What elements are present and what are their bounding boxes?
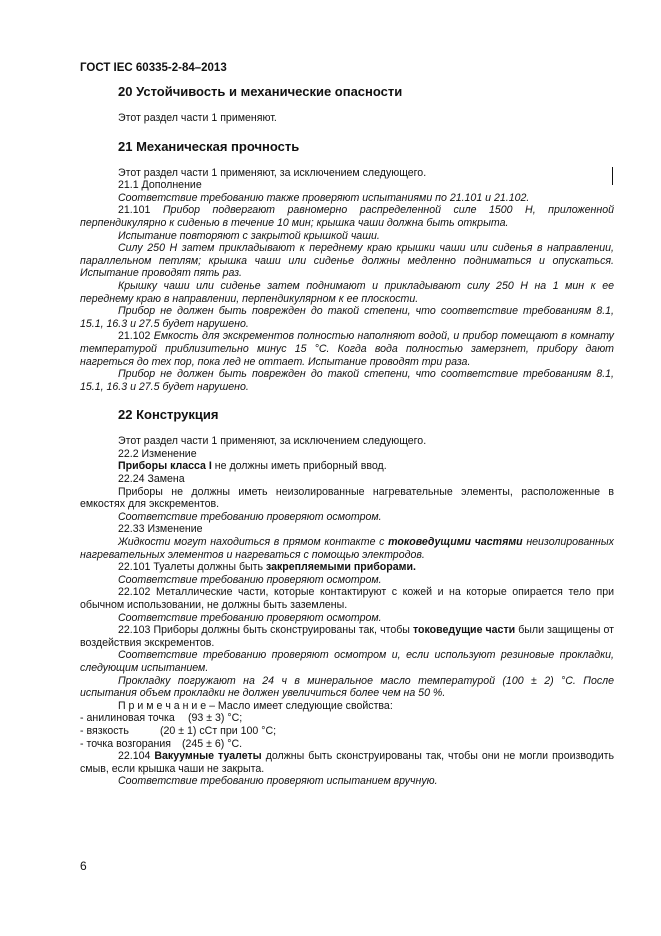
- property-name: - вязкость: [80, 724, 129, 737]
- document-body: [80, 84, 614, 788]
- property-name: - точка возгорания: [80, 737, 172, 750]
- s22-paragraph: [80, 536, 614, 561]
- section-22-title: 22 Конструкция: [118, 407, 219, 423]
- s21-paragraph: Прибор не должен быть поврежден до такой степени, что соответствие требованиям 8.1, 15.1, 16.3 и 27.5 будет нарушено.: [80, 305, 614, 330]
- s22-paragraph: Соответствие требованию проверяют осмотром.: [118, 510, 382, 523]
- defined-term: токоведущими частями: [388, 536, 523, 549]
- s21-paragraph: [80, 204, 614, 229]
- s22-paragraph: Соответствие требованию проверяют осмотром.: [118, 611, 382, 624]
- oil-property-row: [80, 738, 614, 751]
- s21-paragraph: Крышку чаши или сиденье затем поднимают и прикладывают силу 250 Н на 1 мин к ее переднему краю в направлении, перпендикулярном к ее плоскости.: [80, 279, 614, 305]
- property-value: (20 ± 1) сСт при 100 °С;: [160, 724, 277, 737]
- paragraph-text: 22.103 Приборы должны быть сконструированы так, чтобы: [118, 624, 413, 637]
- defined-term: токоведущие части: [412, 624, 516, 637]
- s22-paragraph: 22.33 Изменение: [118, 523, 203, 536]
- clause-text: Емкость для экскрементов полностью наполняют водой, и прибор помещают в комнату температурой приблизительно минус 15 °С. Когда вода полностью замерзнет, прибору дают нагреться до тех пор, пока лед не оттает. Испытание проводят три раза.: [80, 330, 614, 368]
- paragraph-text: 22.101 Туалеты должны быть: [118, 561, 266, 574]
- clause-number: 21.102: [118, 330, 154, 343]
- clause-text: Прибор подвергают равномерно распределенной силе 1500 Н, приложенной перпендикулярно к сиденью в течение 10 мин; крышка чаши должна быть открыта.: [80, 204, 614, 229]
- defined-term: Приборы класса I: [118, 460, 212, 473]
- s21-paragraph: Прибор не должен быть поврежден до такой степени, что соответствие требованиям 8.1, 15.1, 16.3 и 27.5 будет нарушено.: [80, 368, 614, 393]
- s22-paragraph: 22.2 Изменение: [118, 447, 197, 460]
- s21-paragraph: [80, 330, 614, 368]
- property-name: - анилиновая точка: [80, 712, 175, 725]
- section-20-text: Этот раздел части 1 применяют.: [118, 112, 277, 124]
- clause-number: 21.101: [118, 204, 163, 217]
- s21-paragraph: Соответствие требованию также проверяют испытаниями по 21.101 и 21.102.: [118, 191, 530, 204]
- s22-paragraph: Прокладку погружают на 24 ч в минеральное масло температурой (100 ± 2) °С. После испытания объем прокладки не должен увеличиться более чем на 50 %.: [80, 674, 614, 700]
- s21-paragraph: Силу 250 Н затем прикладывают к переднему краю крышки чаши или сиденья в направлении, параллельном петлям; крышка чаши или сиденье должны медленно подниматься и опускаться. Испытание проводят пять раз.: [80, 242, 614, 280]
- document-header: ГОСТ IEC 60335-2-84–2013: [80, 62, 227, 74]
- s21-paragraph: Испытание повторяют с закрытой крышкой чаши.: [118, 229, 380, 242]
- s22-paragraph: [80, 561, 614, 574]
- s21-paragraph: Этот раздел части 1 применяют, за исключением следующего.: [118, 166, 427, 179]
- s22-paragraph: [80, 460, 614, 473]
- defined-term: закрепляемыми приборами.: [265, 561, 416, 574]
- s22-paragraph: [80, 624, 614, 649]
- property-value: (93 ± 3) °С;: [188, 712, 243, 725]
- s22-paragraph: Соответствие требованию проверяют осмотром и, если используют резиновые прокладки, следующим испытанием.: [80, 649, 614, 674]
- paragraph-text: не должны иметь приборный ввод.: [211, 460, 387, 473]
- paragraph-text: Жидкости могут находиться в прямом контакте с: [118, 536, 389, 549]
- page-number: 6: [80, 859, 87, 873]
- defined-term: Вакуумные туалеты: [154, 750, 262, 763]
- oil-property-row: [80, 712, 614, 725]
- s22-paragraph: Приборы не должны иметь неизолированные нагревательные элементы, расположенные в емкостях для экскрементов.: [80, 485, 614, 511]
- paragraph-text: были защищены от воздействия экскрементов.: [80, 624, 614, 649]
- s22-paragraph: Соответствие требованию проверяют испытанием вручную.: [118, 775, 438, 788]
- clause-number: 22.104: [118, 750, 155, 763]
- s22-paragraph: Этот раздел части 1 применяют, за исключением следующего.: [118, 435, 427, 448]
- s22-paragraph: Соответствие требованию проверяют осмотром.: [118, 573, 382, 586]
- section-21-title: 21 Механическая прочность: [118, 138, 300, 154]
- s21-paragraph: 21.1 Дополнение: [118, 179, 202, 192]
- note-paragraph: П р и м е ч а н и е – Масло имеет следующие свойства:: [118, 699, 393, 712]
- s22-paragraph: 22.24 Замена: [118, 473, 185, 486]
- section-20-title: 20 Устойчивость и механические опасности: [118, 84, 403, 99]
- paragraph-text: должны быть сконструированы так, чтобы они не могли производить смыв, если крышка чаши не закрыта.: [80, 750, 614, 775]
- s22-paragraph: 22.102 Металлические части, которые контактируют с кожей и на которые опирается тело при обычном использовании, не должны быть заземлены.: [80, 586, 614, 611]
- s22-paragraph: [80, 750, 614, 775]
- paragraph-text: неизолированных нагревательных элементов и нагреваться с помощью электродов.: [80, 536, 614, 561]
- oil-property-row: [80, 725, 614, 738]
- property-value: (245 ± 6) °С.: [182, 737, 243, 750]
